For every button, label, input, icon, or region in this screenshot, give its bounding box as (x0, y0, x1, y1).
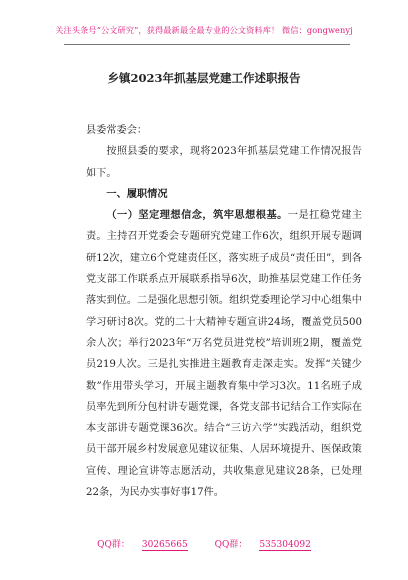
salutation: 县委常委会： (86, 125, 148, 136)
header-divider (64, 44, 350, 45)
qq-group-1-label: QQ群： (97, 540, 130, 550)
footer-contact (0, 537, 408, 551)
paragraph-text: 一是扛稳党建主责。主持召开党委会专题研究党建工作6次，组织开展专题调研12次，建立6个党建责任区，落实班子成员“责任田”，到各党支部工作联系点开展联系指导6次，助推基层党建工作任务落实到位。二是强化思想引领。组织党委理论学习中心组集中学习研讨8次。党的二十大精神专题宣讲24场，覆盖党员500余人次；举行2023年“万名党员进党校”培训班2期，覆盖党员219人次。三是扎实推进主题教育走深走实。发挥“关键少数”作用带头学习，开展主题教育集中学习3次。11名班子成员率先到所分包村讲专题党课，各党支部书记结合工作实际在本支部讲专题党课36次。结合“三访六学”实践活动，组织党员干部开展乡村发展意见建议征集、人居环境提升、医保政策宣传、理论宣讲等志愿活动，共收集意见建议28条，已处理22条，为民办实事好事17件。 (86, 210, 363, 499)
document-body (86, 120, 362, 503)
qq-group-2-label: QQ群： (214, 540, 248, 550)
top-promo-banner (0, 25, 408, 36)
section-heading: 一、履职情况 (106, 188, 168, 200)
qq-group-1-number: 30265665 (141, 540, 188, 550)
paragraph-lead: （一）坚定理想信念，筑牢思想根基。 (106, 209, 288, 222)
qq-group-2-number: 535304092 (259, 540, 311, 550)
intro-paragraph: 按照县委的要求，现将2023年抓基层党建工作情况报告如下。 (86, 146, 362, 179)
section-paragraph (86, 205, 362, 503)
promo-text: 关注头条号“公文研究”，获得最新最全最专业的公文资料库！ 微信：gongwenyj (55, 25, 353, 35)
qq-group-1 (91, 537, 194, 551)
qq-group-2 (209, 537, 317, 551)
document-title: 乡镇2023年抓基层党建工作述职报告 (107, 71, 301, 85)
